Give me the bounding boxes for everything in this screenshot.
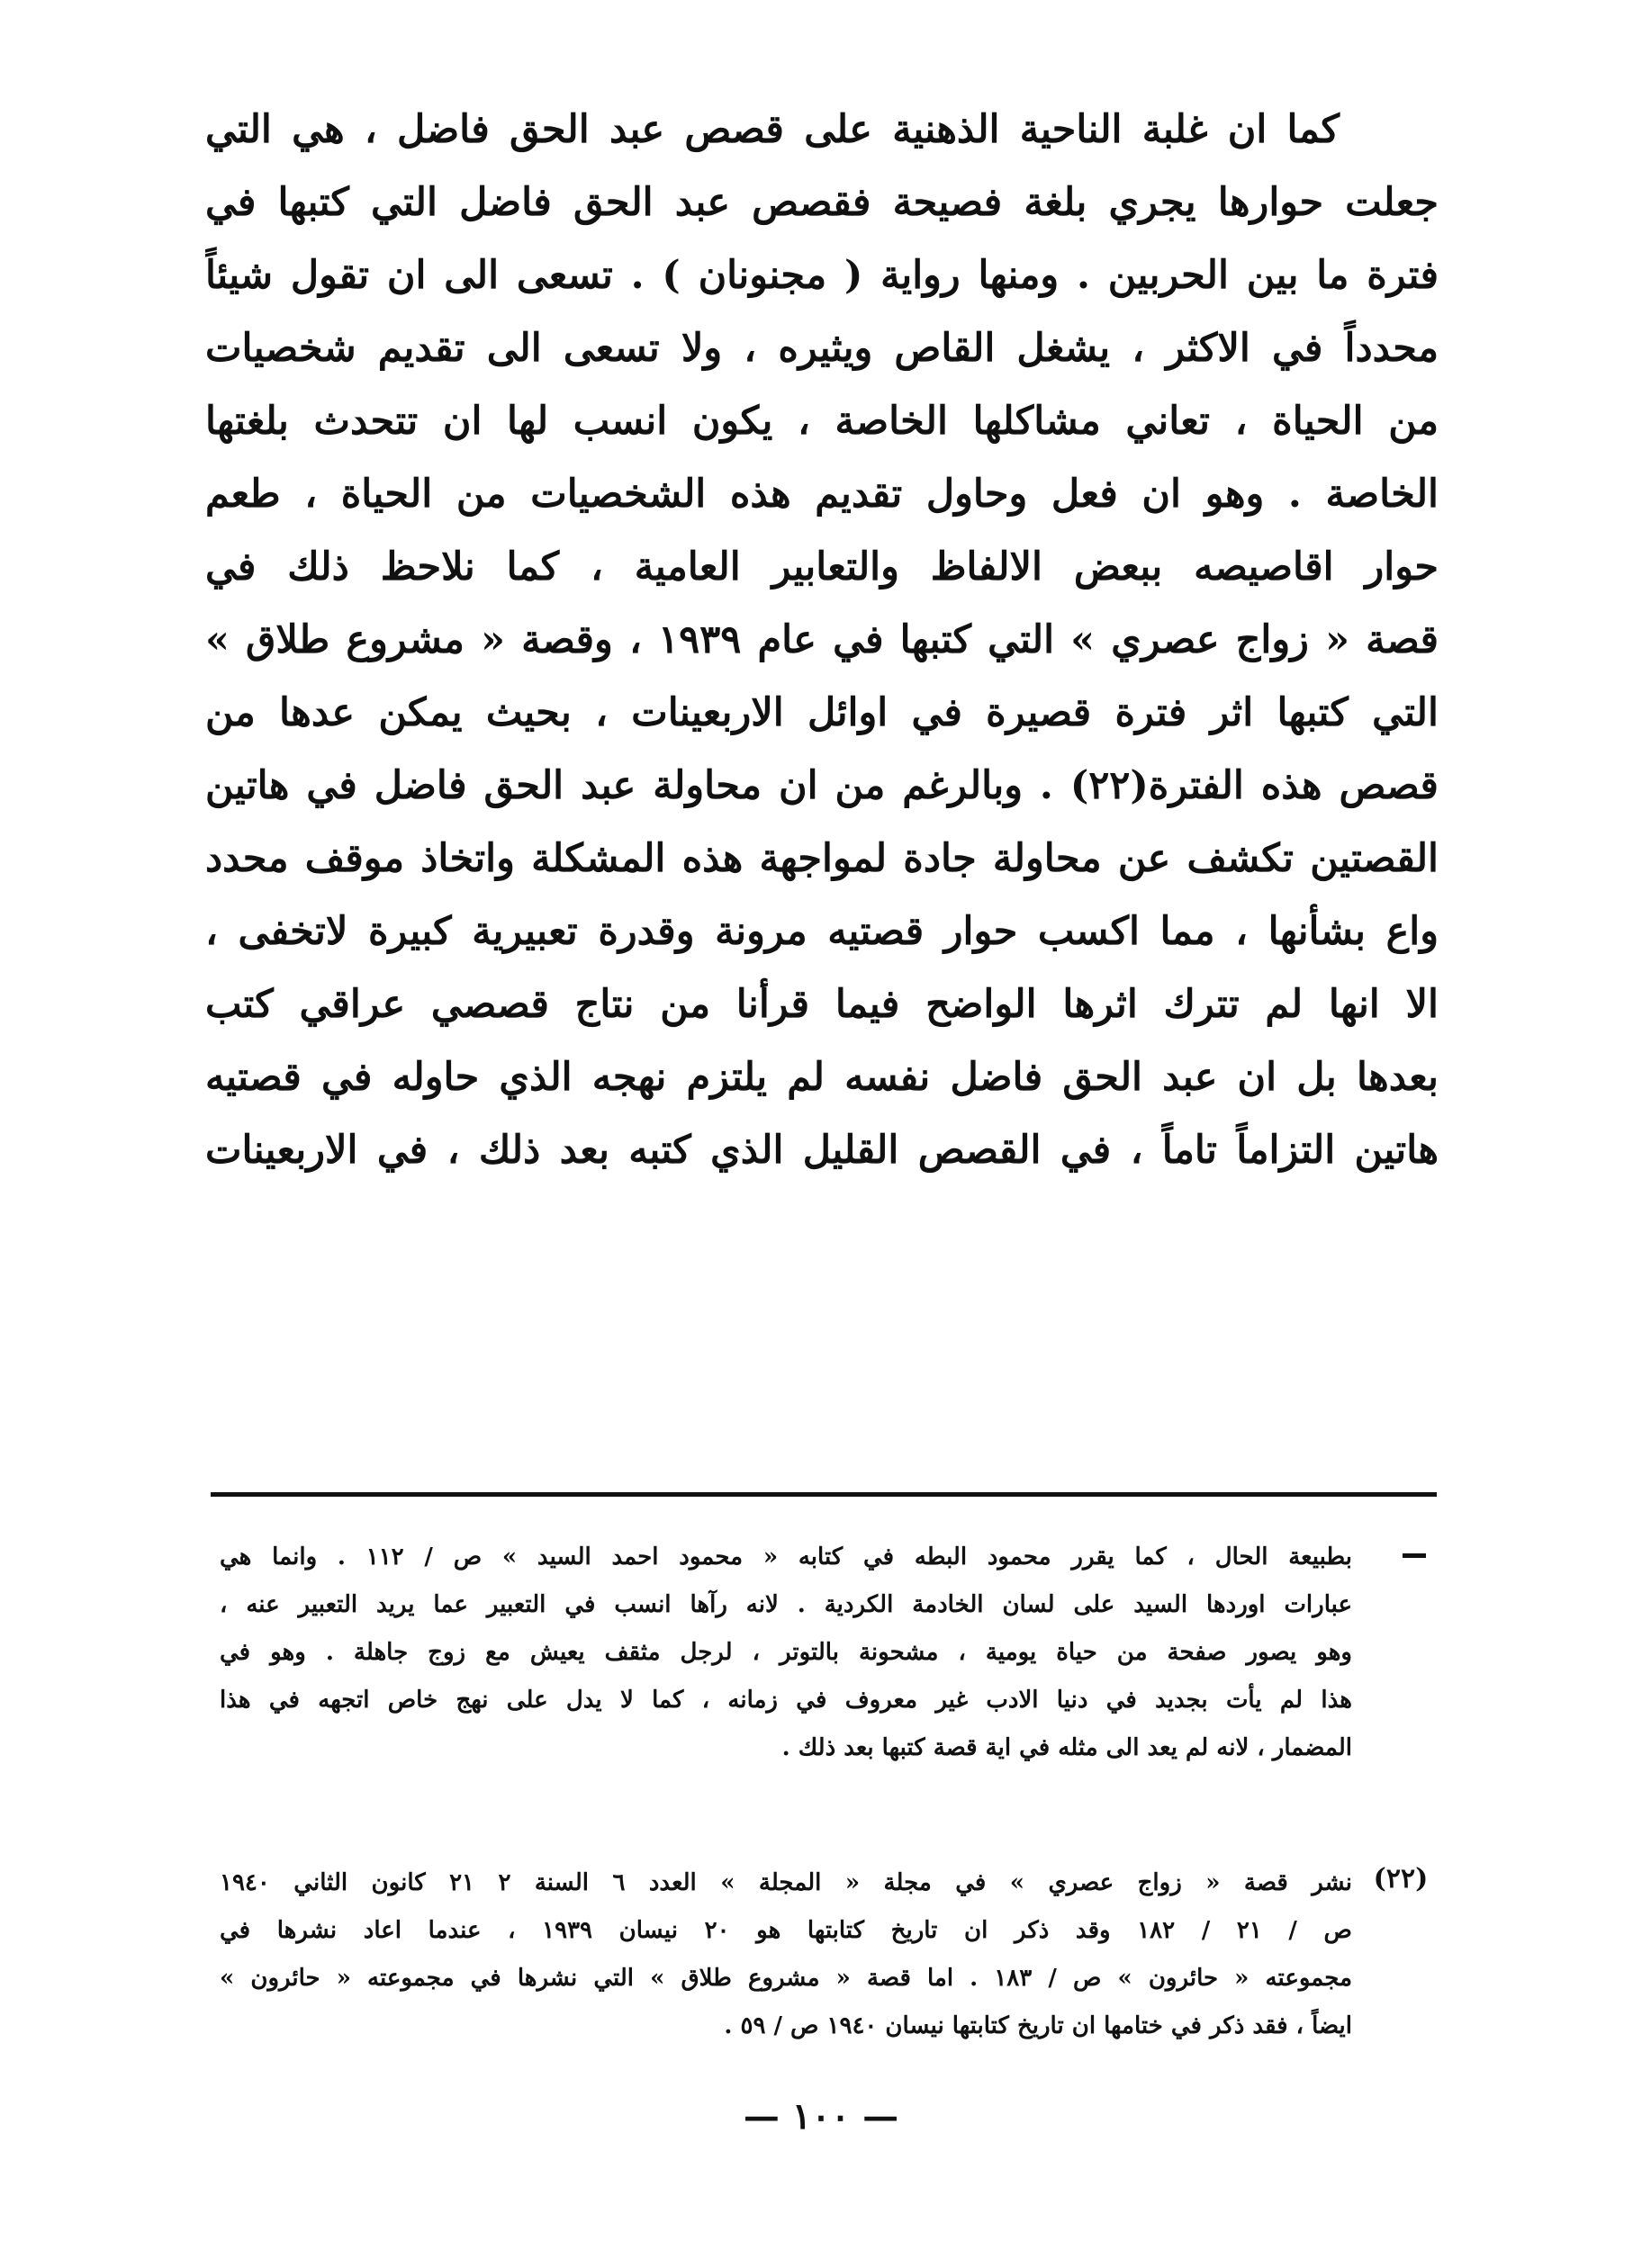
text-line: التي كتبها اثر فترة قصيرة في اوائل الاربعينات ، بحيث يمكن عدها من (205, 690, 1439, 735)
text-line: القصتين تكشف عن محاولة جادة لمواجهة هذه المشكلة واتخاذ موقف محدد (205, 836, 1439, 881)
footnote-22 (220, 1859, 1431, 2050)
footnote-line: هذا لم يأت بجديد في دنيا الادب غير معروف في زمانه ، كما لا يدل على نهج خاص اتجهه في هذا (220, 1687, 1352, 1714)
text-line: محدداً في الاكثر ، يشغل القاص ويثيره ، ولا تسعى الى تقديم شخصيات (205, 326, 1439, 371)
footnote-line: مجموعته « حائرون » ص / ١٨٣ . اما قصة « مشروع طلاق » التي نشرها في مجموعته « حائرون » (220, 1965, 1352, 1992)
text-line: قصص هذه الفترة(٢٢) . وبالرغم من ان محاولة عبد الحق فاضل في هاتين (205, 763, 1439, 808)
footnote-line: عبارات اوردها السيد على لسان الخادمة الكردية . لانه رآها انسب في التعبير عما يريد التعبير عنه ، (220, 1591, 1352, 1618)
footnote-line: المضمار ، لانه لم يعد الى مثله في اية قصة كتبها بعد ذلك . (781, 1734, 1352, 1761)
text-line: قصة « زواج عصري » التي كتبها في عام ١٩٣٩ ، وقصة « مشروع طلاق » (205, 617, 1439, 662)
footnote-text (220, 1534, 1352, 1772)
footnote-line: بطبيعة الحال ، كما يقرر محمود البطه في كتابه « محمود احمد السيد » ص / ١١٢ . وانما هي (220, 1544, 1352, 1570)
text-line: واع بشأنها ، مما اكسب حوار قصتيه مرونة وقدرة تعبيرية كبيرة لاتخفى ، (205, 909, 1439, 954)
footnote-line: نشر قصة « زواج عصري » في مجلة « المجلة » العدد ٦ السنة ٢ ٢١ كانون الثاني ١٩٤٠ (220, 1869, 1352, 1896)
text-line: كما ان غلبة الناحية الذهنية على قصص عبد الحق فاضل ، هي التي (205, 107, 1340, 152)
text-line: من الحياة ، تعاني مشاكلها الخاصة ، يكون انسب لها ان تتحدث بلغتها (205, 399, 1439, 444)
main-text (205, 94, 1439, 1187)
text-line: هاتين التزاماً تاماً ، في القصص القليل الذي كتبه بعد ذلك ، في الاربعينات (205, 1128, 1439, 1173)
footnote-line: وهو يصور صفحة من حياة يومية ، مشحونة بالتوتر ، لرجل مثقف يعيش مع زوج جاهلة . وهو في (220, 1639, 1352, 1666)
footnote-text (220, 1859, 1352, 2050)
footnote-line: ايضاً ، فقد ذكر في ختامها ان تاريخ كتابتها نيسان ١٩٤٠ ص / ٥٩ . (724, 2012, 1352, 2039)
footnote-separator (211, 1492, 1437, 1497)
text-line: فترة ما بين الحربين . ومنها رواية ( مجنونان ) . تسعى الى ان تقول شيئاً (205, 253, 1439, 298)
page-number: — ١٠٠ — (743, 2095, 899, 2138)
text-line: جعلت حوارها يجري بلغة فصيحة فقصص عبد الحق فاضل التي كتبها في (205, 180, 1439, 225)
footnote-number: (٢٢) (1373, 1863, 1429, 1894)
text-line: حوار اقاصيصه ببعض الالفاظ والتعابير العامية ، كما نلاحظ ذلك في (205, 544, 1439, 590)
footnote-continued (220, 1534, 1431, 1772)
text-line: الخاصة . وهو ان فعل وحاول تقديم هذه الشخصيات من الحياة ، طعم (205, 472, 1439, 517)
footnote-dash-marker (1403, 1553, 1426, 1558)
footnote-line: ص / ٢١ / ١٨٢ وقد ذكر ان تاريخ كتابتها هو ٢٠ نيسان ١٩٣٩ ، عندما اعاد نشرها في (220, 1917, 1352, 1944)
text-line: بعدها بل ان عبد الحق فاضل نفسه لم يلتزم نهجه الذي حاوله في قصتيه (205, 1055, 1439, 1100)
text-line: الا انها لم تترك اثرها الواضح فيما قرأنا من نتاج قصصي عراقي كتب (205, 982, 1439, 1027)
